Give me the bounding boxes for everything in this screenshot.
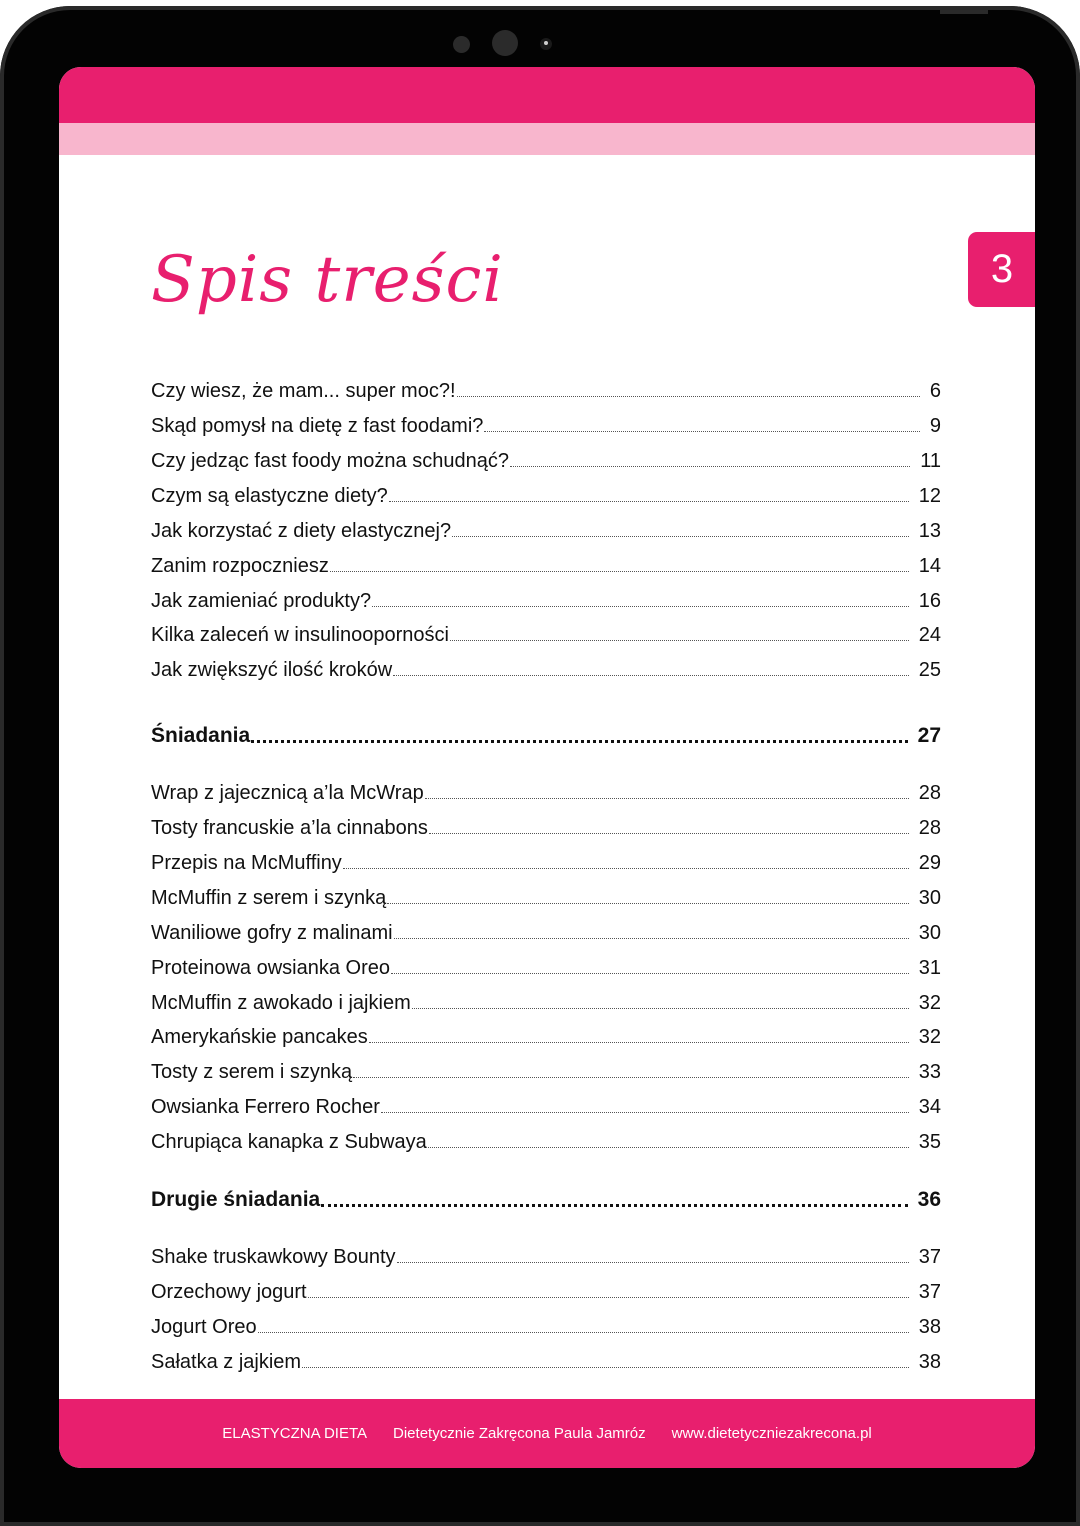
- toc-entry-label: Czy wiesz, że mam... super moc?!: [151, 380, 456, 402]
- dot-leader: [425, 798, 909, 799]
- page-number-tab: 3: [968, 232, 1035, 307]
- toc-entry-label: Waniliowe gofry z malinami: [151, 922, 393, 944]
- dot-leader: [330, 571, 909, 572]
- document-page: [59, 67, 1035, 1468]
- toc-entry-page: 29: [918, 852, 941, 874]
- power-button: [940, 6, 988, 14]
- toc-entry[interactable]: [151, 373, 941, 403]
- toc-entry-page: 11: [920, 450, 941, 472]
- dot-leader: [457, 396, 920, 397]
- dot-leader: [372, 606, 909, 607]
- dot-leader: [343, 868, 909, 869]
- toc-entry-page: 14: [918, 555, 941, 577]
- dot-leader: [389, 501, 909, 502]
- camera-sensor-icon: [540, 38, 552, 50]
- toc-entry-page: 31: [918, 957, 941, 979]
- dot-leader: [452, 536, 909, 537]
- header-stripe: [59, 123, 1035, 155]
- toc-entry[interactable]: [151, 810, 941, 840]
- toc-entry-label: Jak zamieniać produkty?: [151, 590, 372, 612]
- toc-entry-label: Jogurt Oreo: [151, 1316, 257, 1338]
- toc-entry-page: 30: [918, 922, 941, 944]
- toc-entry[interactable]: [151, 652, 941, 682]
- toc-entry-label: Tosty francuskie a’la cinnabons: [151, 817, 428, 839]
- toc-entry[interactable]: [151, 880, 941, 910]
- toc-entry[interactable]: [151, 1124, 941, 1154]
- dot-leader: [394, 938, 909, 939]
- footer-website-link[interactable]: www.dietetyczniezakrecona.pl: [671, 1425, 872, 1442]
- toc-entry[interactable]: [151, 443, 941, 473]
- toc-section-page: 27: [917, 724, 941, 747]
- toc-entry[interactable]: [151, 548, 941, 578]
- toc-entry[interactable]: [151, 478, 941, 508]
- dot-leader: [428, 1147, 909, 1148]
- dot-leader: [387, 903, 909, 904]
- toc-entry-page: 28: [918, 782, 941, 804]
- dot-leader: [393, 675, 909, 676]
- toc-entry-label: Wrap z jajecznicą a’la McWrap: [151, 782, 424, 804]
- toc-entry-label: Proteinowa owsianka Oreo: [151, 957, 391, 979]
- toc-entry-page: 32: [918, 992, 941, 1014]
- toc-entry-label: Czy jedząc fast foody można schudnąć?: [151, 450, 509, 472]
- toc-entry-label: Owsianka Ferrero Rocher: [151, 1096, 380, 1118]
- toc-entry[interactable]: [151, 1309, 941, 1339]
- dot-leader: [391, 973, 909, 974]
- toc-entry[interactable]: [151, 513, 941, 543]
- dot-leader: [484, 431, 919, 432]
- camera-lens-icon: [492, 30, 518, 56]
- toc-entry-page: 34: [918, 1096, 941, 1118]
- toc-entry[interactable]: [151, 775, 941, 805]
- header-bar: [59, 67, 1035, 123]
- toc-entry-page: 37: [918, 1246, 941, 1268]
- toc-entry[interactable]: [151, 1054, 941, 1084]
- dot-leader: [353, 1077, 909, 1078]
- dot-leader: [308, 1297, 909, 1298]
- toc-entry[interactable]: [151, 1274, 941, 1304]
- toc-entry-label: Tosty z serem i szynką: [151, 1061, 353, 1083]
- toc-entry-page: 6: [929, 380, 941, 402]
- toc-section-label: Drugie śniadania: [151, 1188, 321, 1211]
- toc-entry[interactable]: [151, 1239, 941, 1269]
- toc-entry-label: McMuffin z serem i szynką: [151, 887, 387, 909]
- toc-entry-page: 35: [918, 1131, 941, 1153]
- toc-entry[interactable]: [151, 915, 941, 945]
- toc-entry-page: 25: [918, 659, 941, 681]
- dot-leader: [397, 1262, 909, 1263]
- dot-leader: [412, 1008, 909, 1009]
- dot-leader: [429, 833, 909, 834]
- dot-leader: [510, 466, 910, 467]
- toc-entry-label: Amerykańskie pancakes: [151, 1026, 368, 1048]
- toc-entry[interactable]: [151, 950, 941, 980]
- toc-entry[interactable]: [151, 408, 941, 438]
- page-title: Spis treści: [151, 243, 504, 317]
- toc-entry-page: 32: [918, 1026, 941, 1048]
- toc-entry-page: 12: [918, 485, 941, 507]
- toc-section-drugie-sniadania[interactable]: [151, 1182, 941, 1212]
- toc-entry-label: Sałatka z jajkiem: [151, 1351, 302, 1373]
- toc-entry-label: Jak zwiększyć ilość kroków: [151, 659, 393, 681]
- toc-entry-label: Zanim rozpoczniesz: [151, 555, 329, 577]
- toc-entry[interactable]: [151, 617, 941, 647]
- toc-entry-label: Jak korzystać z diety elastycznej?: [151, 520, 452, 542]
- toc-entry-label: Chrupiąca kanapka z Subwaya: [151, 1131, 427, 1153]
- dot-leader: [258, 1332, 909, 1333]
- toc-entry[interactable]: [151, 583, 941, 613]
- toc-entry-page: 30: [918, 887, 941, 909]
- camera-dot-icon: [453, 36, 470, 53]
- toc-entry-page: 9: [929, 415, 941, 437]
- toc-entry[interactable]: [151, 1344, 941, 1374]
- toc-entry-label: Shake truskawkowy Bounty: [151, 1246, 396, 1268]
- toc-entry[interactable]: [151, 1019, 941, 1049]
- footer-brand: ELASTYCZNA DIETA: [222, 1425, 368, 1442]
- toc-entry-label: Orzechowy jogurt: [151, 1281, 307, 1303]
- toc-entry-page: 16: [918, 590, 941, 612]
- toc-entry[interactable]: [151, 845, 941, 875]
- toc-entry-label: McMuffin z awokado i jajkiem: [151, 992, 411, 1014]
- toc-entry-label: Skąd pomysł na dietę z fast foodami?: [151, 415, 484, 437]
- toc-entry[interactable]: [151, 1089, 941, 1119]
- dot-leader: [450, 640, 909, 641]
- dot-leader: [302, 1367, 909, 1368]
- tablet-frame: [0, 6, 1080, 1526]
- dot-leader: [321, 1204, 907, 1207]
- toc-entry[interactable]: [151, 985, 941, 1015]
- toc-entry-page: 37: [918, 1281, 941, 1303]
- toc-entry-page: 38: [918, 1351, 941, 1373]
- dot-leader: [251, 740, 907, 743]
- dot-leader: [369, 1042, 909, 1043]
- toc-entry-page: 24: [918, 624, 941, 646]
- toc-entry-page: 33: [918, 1061, 941, 1083]
- toc-entry-label: Czym są elastyczne diety?: [151, 485, 388, 507]
- toc-entry-page: 28: [918, 817, 941, 839]
- toc-entry-label: Kilka zaleceń w insulinooporności: [151, 624, 449, 646]
- dot-leader: [381, 1112, 909, 1113]
- toc-section-sniadania[interactable]: [151, 718, 941, 748]
- toc-entry-label: Przepis na McMuffiny: [151, 852, 342, 874]
- toc-section-label: Śniadania: [151, 724, 251, 747]
- footer-bar: [59, 1399, 1035, 1468]
- toc-entry-page: 38: [918, 1316, 941, 1338]
- footer-author: Dietetycznie Zakręcona Paula Jamróz: [393, 1425, 646, 1442]
- toc-section-page: 36: [917, 1188, 941, 1211]
- toc-entry-page: 13: [918, 520, 941, 542]
